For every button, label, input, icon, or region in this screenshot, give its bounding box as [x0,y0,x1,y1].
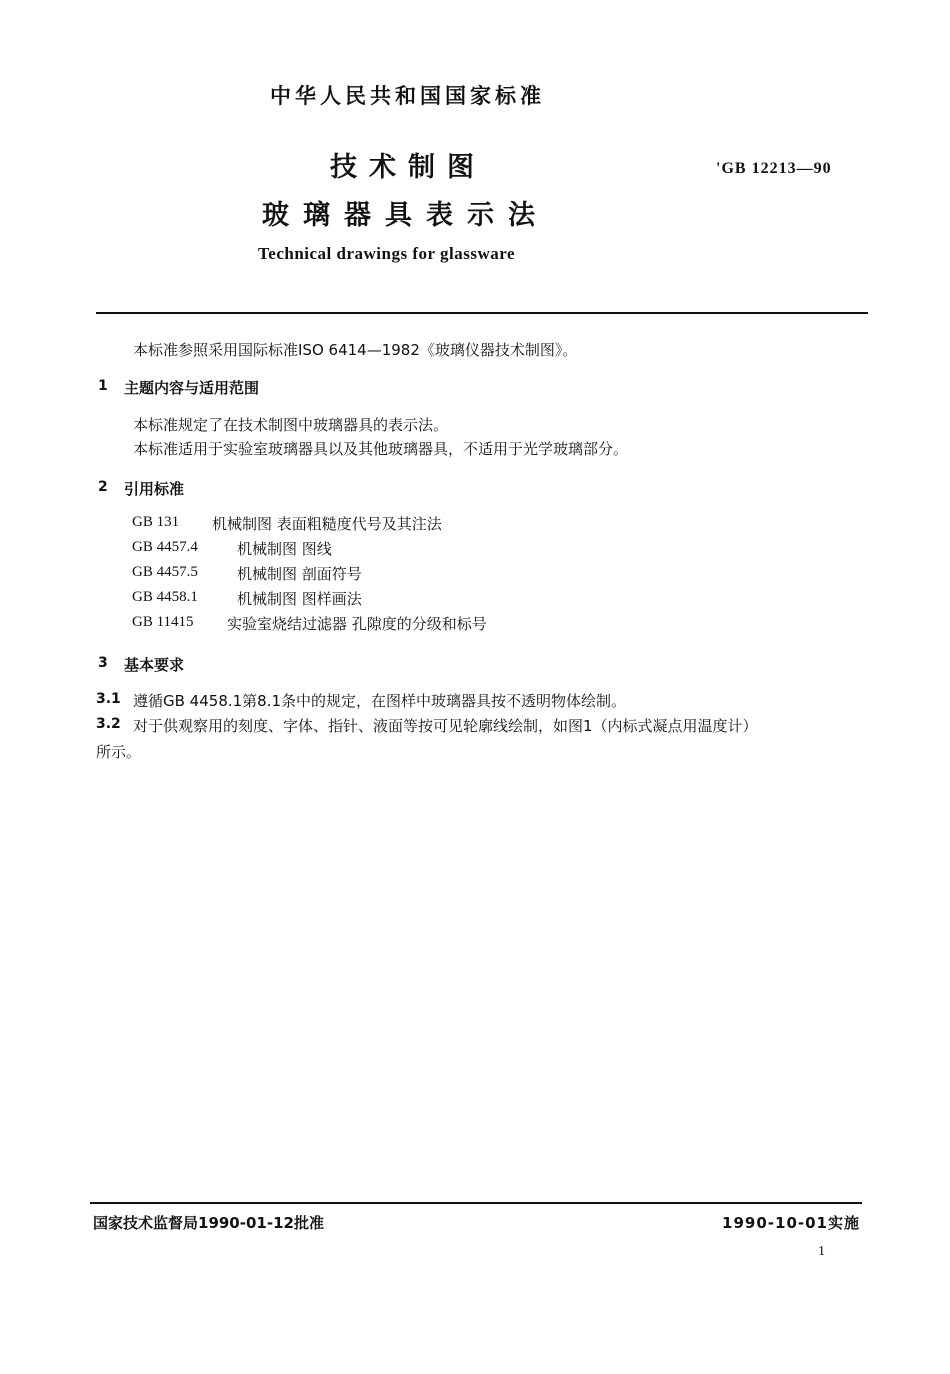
issuer-heading: 中华人民共和国国家标准 [270,84,545,108]
title-line-2: 玻璃器具表示法 [262,200,549,231]
ref-code: GB 4458.1 [132,589,198,605]
section-1-paragraph: 本标准规定了在技术制图中玻璃器具的表示法。 [133,416,449,434]
title-line-1: 技术制图 [330,152,486,183]
ref-code: GB 131 [132,514,180,530]
effective-date: 1990-10-01实施 [722,1214,860,1232]
clause-text: 遵循GB 4458.1第8.1条中的规定，在图样中玻璃器具按不透明物体绘制。 [133,692,627,710]
ref-desc: 实验室烧结过滤器 孔隙度的分级和标号 [227,615,487,633]
english-title: Technical drawings for glassware [258,244,516,263]
clause-number: 3.2 [96,716,121,732]
ref-desc: 机械制图 图线 [237,540,332,558]
section-1-number: 1 [98,378,108,394]
section-3-number: 3 [98,655,108,671]
section-3-title: 基本要求 [124,656,185,674]
standard-code: 'GB 12213—90 [716,160,832,177]
ref-desc: 机械制图 表面粗糙度代号及其注法 [212,515,442,533]
page-number: 1 [818,1244,825,1259]
footer-divider [90,1202,862,1204]
ref-code: GB 4457.5 [132,564,198,580]
section-1-title: 主题内容与适用范围 [124,379,260,397]
ref-code: GB 4457.4 [132,539,198,555]
approval-date: 国家技术监督局1990-01-12批准 [93,1214,324,1232]
clause-text: 对于供观察用的刻度、字体、指针、液面等按可见轮廓线绘制，如图1（内标式凝点用温度计） [133,717,758,735]
section-1-paragraph: 本标准适用于实验室玻璃器具以及其他玻璃器具，不适用于光学玻璃部分。 [133,440,629,458]
intro-paragraph: 本标准参照采用国际标准ISO 6414—1982《玻璃仪器技术制图》。 [133,341,578,359]
section-2-title: 引用标准 [124,480,185,498]
clause-continuation: 所示。 [96,743,142,761]
ref-desc: 机械制图 剖面符号 [237,565,362,583]
clause-number: 3.1 [96,691,121,707]
ref-code: GB 11415 [132,614,194,630]
section-2-number: 2 [98,479,108,495]
ref-desc: 机械制图 图样画法 [237,590,362,608]
top-divider [96,312,868,314]
